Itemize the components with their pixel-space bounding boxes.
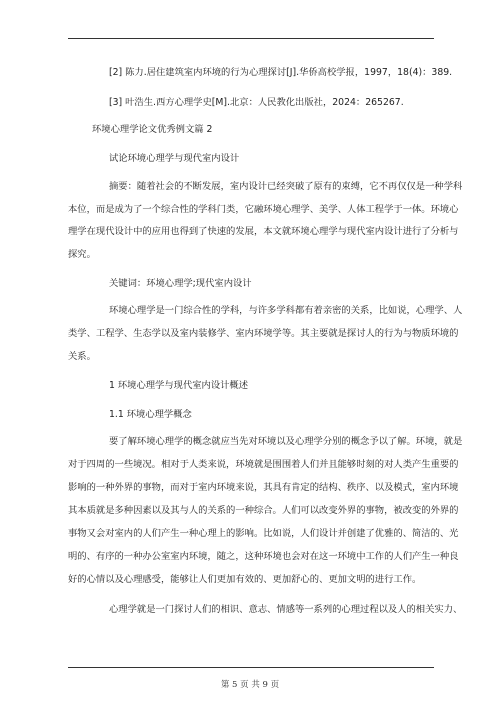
body-line: 其本质就是多种因素以及其与人的关系的一种综合。人们可以改变外界的事物，被改变的外界的 — [68, 505, 459, 516]
keywords: 关键词：环境心理学;现代室内设计 — [109, 278, 252, 289]
section-title: 环境心理学论文优秀例文篇 2 — [92, 124, 213, 135]
article-title: 试论环境心理学与现代室内设计 — [109, 153, 240, 164]
abstract-line: 摘要：随着社会的不断发展，室内设计已经突破了原有的束缚，它不再仅仅是一种学科 — [109, 181, 463, 192]
heading-1-1: 1.1 环境心理学概念 — [109, 409, 192, 420]
abstract-line: 本位，而是成为了一个综合性的学科门类，它融环境心理学、美学、人体工程学于一体。环境心 — [68, 204, 459, 215]
body-line: 对于四周的一些境况。相对于人类来说，环境就是围围着人们并且能够时刻的对人类产生重要的 — [68, 459, 459, 470]
body-line: 要了解环境心理学的概念就应当先对环境以及心理学分别的概念予以了解。环境，就是 — [109, 436, 463, 447]
body-line: 心理学就是一门探讨人们的相识、意志、情感等一系列的心理过程以及人的相关实力、 — [109, 604, 463, 615]
footer-rule — [68, 667, 434, 668]
page-number: 第 5 页 共 9 页 — [220, 680, 280, 690]
header-rule — [68, 38, 434, 39]
abstract-line: 探究。 — [68, 249, 96, 260]
heading-1: 1 环境心理学与现代室内设计概述 — [109, 380, 249, 391]
reference-3: [3] 叶浩生.西方心理学史[M].北京：人民教化出版社，2024：265267. — [109, 97, 404, 108]
body-line: 明的、有序的一种办公室室内环境，随之，这种环境也会对在这一环境中工作的人们产生一种良 — [68, 551, 459, 562]
body-line: 好的心情以及心理感受，能够让人们更加有效的、更加舒心的、更加文明的进行工作。 — [68, 574, 422, 585]
body-line: 事物又会对室内的人们产生一种心理上的影响。比如说，人们设计并创建了优雅的、简洁的、光 — [68, 528, 459, 539]
abstract-line: 理学在现代设计中的应用也得到了快速的发展，本文就环境心理学与现代室内设计进行了分析与 — [68, 226, 459, 237]
reference-2: [2] 陈力.居住建筑室内环境的行为心理探讨[J].华侨高校学报，1997，18(4)：389. — [109, 67, 453, 78]
body-line: 关系。 — [68, 351, 96, 362]
body-line: 类学、工程学、生态学以及室内装修学、室内环境学等。其主要就是探讨人的行为与物质环境的 — [68, 328, 459, 339]
body-line: 环境心理学是一门综合性的学科，与许多学科都有着亲密的关系，比如说，心理学、人 — [109, 305, 463, 316]
body-line: 影响的一种外界的事物，而对于室内环境来说，其具有肯定的结构、秩序、以及模式，室内环境 — [68, 482, 459, 493]
